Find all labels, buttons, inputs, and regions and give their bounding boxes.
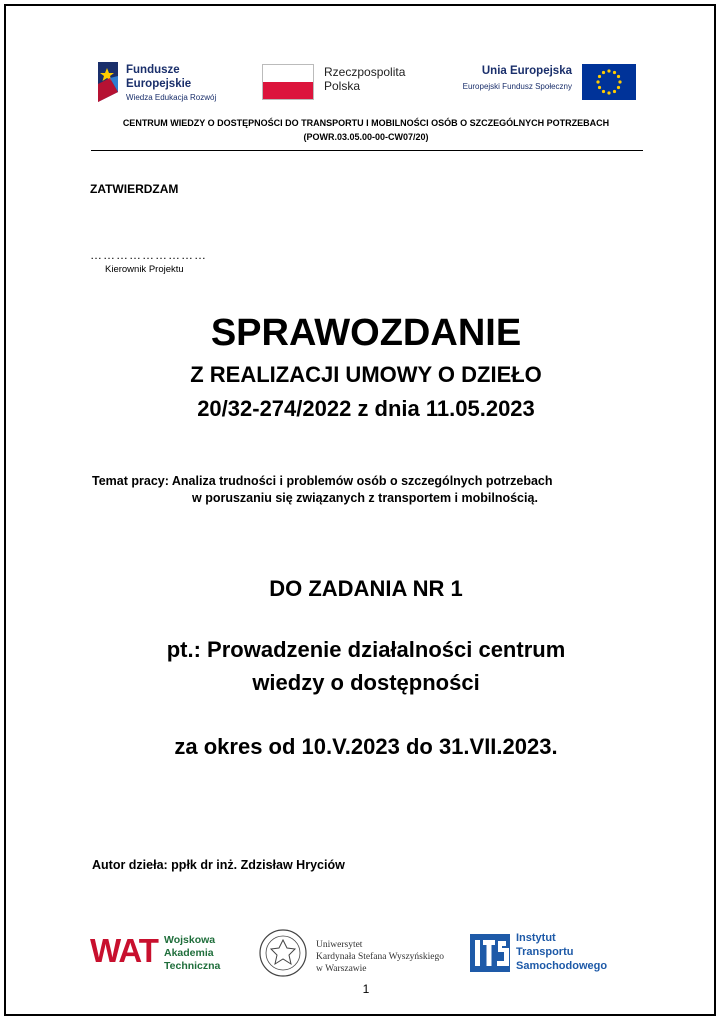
task-title-line2: wiedzy o dostępności xyxy=(252,670,480,695)
eu-flag-icon xyxy=(582,64,636,100)
fe-line3: Wiedza Edukacja Rozwój xyxy=(126,93,217,102)
its-line2: Transportu xyxy=(516,946,574,958)
wat-line2: Akademia xyxy=(164,947,214,959)
document-page xyxy=(4,4,716,1016)
approver-role: Kierownik Projektu xyxy=(105,264,184,275)
author: Autor dzieła: ppłk dr inż. Zdzisław Hryciów xyxy=(92,858,345,872)
task-title-line1: pt.: Prowadzenie działalności centrum xyxy=(166,637,566,662)
rp-line2: Polska xyxy=(324,79,361,93)
wat-line1: Wojskowa xyxy=(164,934,216,946)
topic-line1: Temat pracy: Analiza trudności i problemów osób o szczególnych potrzebach xyxy=(92,474,553,488)
fe-line1: Fundusze xyxy=(126,64,180,76)
page-number: 1 xyxy=(362,982,370,996)
task-label: DO ZADANIA NR 1 xyxy=(269,576,463,601)
reporting-period: za okres od 10.V.2023 do 31.VII.2023. xyxy=(174,734,558,759)
uksw-line2: Kardynała Stefana Wyszyńskiego xyxy=(316,952,444,962)
its-line1: Instytut xyxy=(516,932,556,944)
project-code: (POWR.03.05.00-00-CW07/20) xyxy=(303,132,429,142)
fe-line2: Europejskie xyxy=(126,78,192,90)
wat-abbr: WAT xyxy=(90,932,158,969)
uksw-seal-icon xyxy=(258,928,308,978)
its-logo-icon xyxy=(468,932,512,974)
contract-number: 20/32-274/2022 z dnia 11.05.2023 xyxy=(197,396,535,421)
rp-line1: Rzeczpospolita xyxy=(324,65,406,79)
ue-line2: Europejski Fundusz Społeczny xyxy=(462,82,572,91)
signature-dots: ……………………… xyxy=(90,248,207,262)
header-logo-bar xyxy=(96,56,636,106)
fe-star-icon xyxy=(96,58,122,104)
its-line3: Samochodowego xyxy=(516,960,608,972)
document-title: SPRAWOZDANIE xyxy=(210,312,522,354)
wat-line3: Techniczna xyxy=(164,960,221,972)
polish-flag-icon xyxy=(262,64,314,100)
ue-line1: Unia Europejska xyxy=(481,65,572,77)
uksw-line1: Uniwersytet xyxy=(316,940,363,950)
topic-line2: w poruszaniu się związanych z transportem i mobilnością. xyxy=(192,491,538,505)
uksw-line3: w Warszawie xyxy=(316,964,367,974)
center-name: CENTRUM WIEDZY O DOSTĘPNOŚCI DO TRANSPORTU I MOBILNOŚCI OSÓB O SZCZEGÓLNYCH POTRZEBACH xyxy=(122,118,610,128)
document-subtitle: Z REALIZACJI UMOWY O DZIEŁO xyxy=(190,362,542,387)
approval-label: ZATWIERDZAM xyxy=(90,182,179,196)
footer-logo-bar xyxy=(86,926,646,982)
header-divider xyxy=(91,150,643,151)
